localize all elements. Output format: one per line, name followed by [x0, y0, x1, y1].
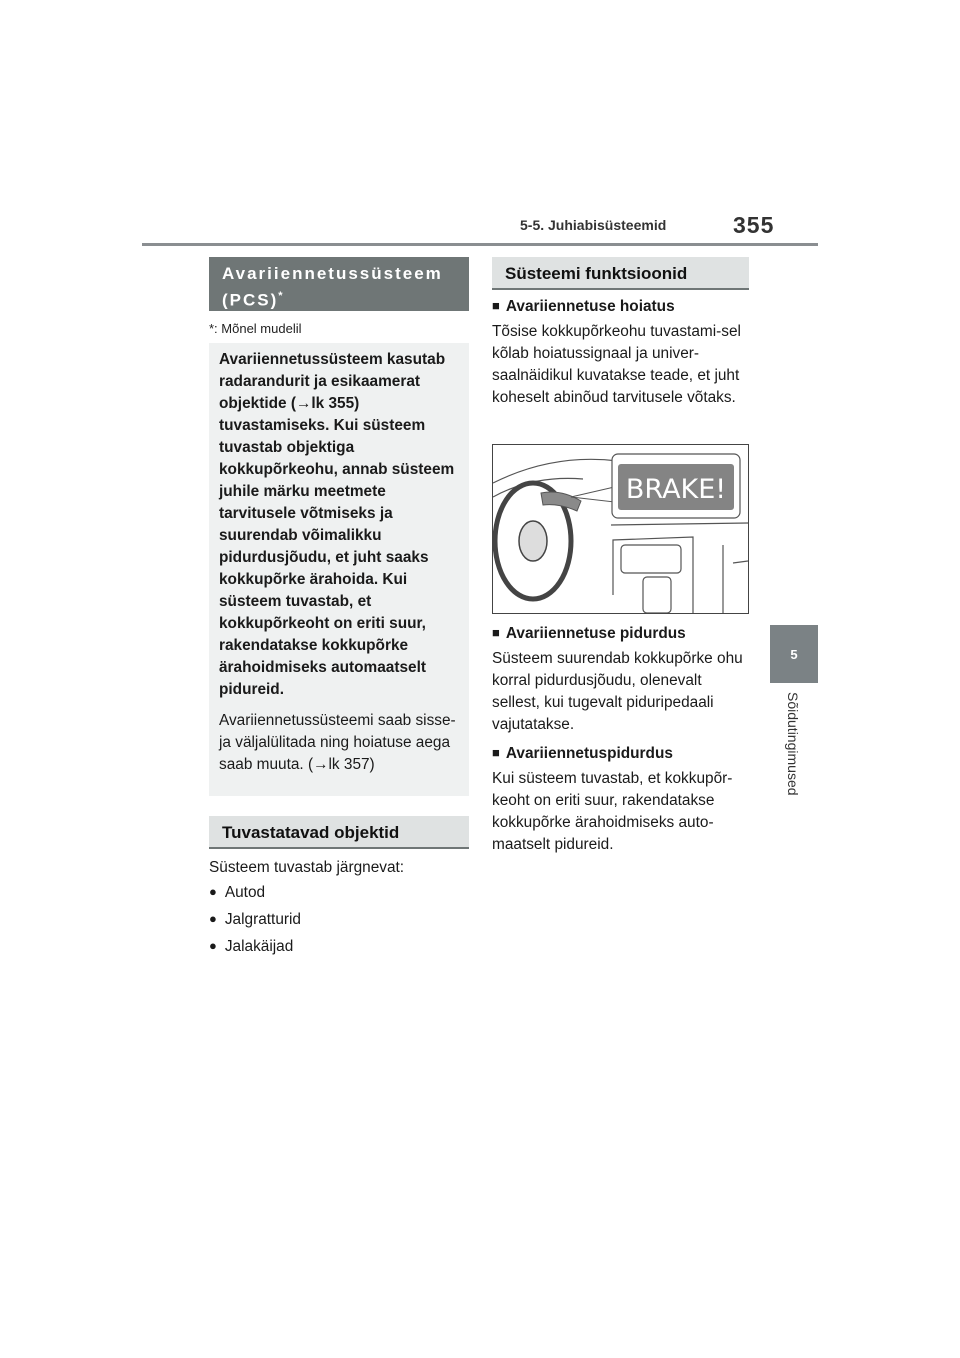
- section-title-detect: Tuvastatavad objektid: [209, 816, 469, 849]
- section-title-pcs: [209, 257, 469, 311]
- multi-information-display: [541, 492, 581, 511]
- chapter-label: Sõidutingimused: [785, 692, 801, 796]
- detect-item-cyclists: ● Jalgratturid: [209, 909, 301, 931]
- auto-brake-text: Kui süsteem tuvastab, et kokkupõr-keoht on eriti suur, rakendatakse kokkupõrke ärahoidmiseks auto-maatselt pidureid.: [492, 770, 733, 853]
- intro-box: [209, 343, 469, 796]
- detect-item-cars: ● Autod: [209, 882, 265, 904]
- section-title-functions: Süsteemi funktsioonid: [492, 257, 749, 290]
- page-number: 355: [733, 212, 775, 238]
- warning-text: Tõsise kokkupõrkeohu tuvastami-sel kõlab hoiatussignaal ja univer-saalnäidikul kuvatakse teade, et juht koheselt abinõud tarvitusele võtaks.: [492, 323, 741, 406]
- dashboard-drawing: [493, 445, 748, 613]
- detect-item-pedestrians: ● Jalakäijad: [209, 936, 293, 958]
- subhead-brake-assist-text: Avariiennetuse pidurdus: [505, 625, 686, 642]
- subhead-warning: [492, 296, 675, 318]
- section-header: 5-5. Juhiabisüsteemid: [520, 217, 667, 233]
- header-divider: [142, 243, 818, 246]
- detect-intro: Süsteem tuvastab järgnevat:: [209, 859, 405, 876]
- brake-assist-text: Süsteem suurendab kokkupõrke ohu korral pidurdusjõudu, olenevalt sellest, kui tugevalt piduripedaali vajutatakse.: [492, 650, 743, 733]
- chapter-label-container: [782, 692, 802, 812]
- brake-warning-text: BRAKE!: [625, 474, 727, 505]
- subhead-auto-brake-text: Avariiennetuspidurdus: [505, 745, 673, 762]
- intro-plain-text: Avariiennetussüsteemi saab sisse- ja väljalülitada ning hoiatuse aega saab muuta. (→lk 357): [219, 712, 456, 773]
- dashboard-illustration: [492, 444, 749, 614]
- footnote-mark: *: [278, 290, 285, 302]
- section-title-pcs-text: Avariiennetussüsteem (PCS): [222, 264, 443, 310]
- footnote: *: Mõnel mudelil: [209, 321, 302, 336]
- square-bullet-icon: ■: [492, 745, 500, 760]
- chapter-tab: 5: [770, 625, 818, 683]
- square-bullet-icon: ■: [492, 298, 500, 313]
- subhead-auto-brake: [492, 743, 673, 765]
- subhead-warning-text: Avariiennetuse hoiatus: [505, 298, 675, 315]
- square-bullet-icon: ■: [492, 625, 500, 640]
- intro-bold-text: Avariiennetussüsteem kasutab radarandurit ja esikaamerat objektide (→lk 355) tuvastamiseks. Kui süsteem tuvastab objektiga kokkupõrkeohu, annab süsteem juhile märku meetmete tarvitusele võtmiseks ja suurendab võimalikku pidurdusjõudu, et juht saaks kokkupõrke ärahoida. Kui süsteem tuvastab, et kokkupõrkeoht on eriti suur, rakendatakse kokkupõrke ärahoidmiseks automaatselt pidureid.: [219, 351, 455, 698]
- subhead-brake-assist: [492, 623, 686, 645]
